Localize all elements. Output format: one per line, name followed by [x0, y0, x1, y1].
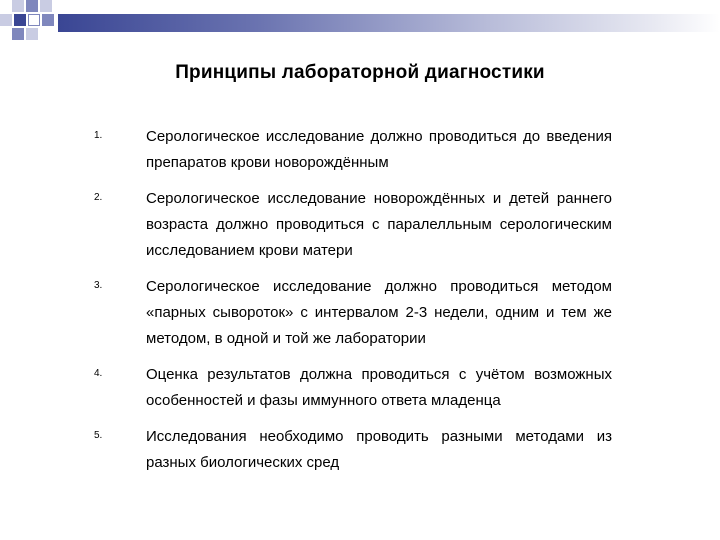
deco-square: [12, 0, 24, 12]
list-item: [0, 274, 720, 352]
deco-square: [42, 14, 54, 26]
list-item: [0, 424, 720, 476]
deco-square: [26, 0, 38, 12]
list-item-text: Оценка результатов должна проводиться с учётом возможных особенностей и фазы иммунного ответа младенца: [146, 366, 612, 409]
deco-square: [40, 0, 52, 12]
list-item: [0, 362, 720, 414]
deco-square: [12, 28, 24, 40]
deco-square: [0, 14, 12, 26]
slide-title: Принципы лабораторной диагностики: [175, 62, 545, 83]
list-item: [0, 124, 720, 176]
header-decoration: [0, 0, 720, 44]
list-item-number: 3.: [94, 280, 103, 291]
list-item-text: Серологическое исследование должно проводиться до введения препаратов крови новорождённым: [146, 128, 612, 171]
list-item-number: 4.: [94, 368, 103, 379]
list-item-number: 1.: [94, 130, 103, 141]
list-item-text: Исследования необходимо проводить разными методами из разных биологических сред: [146, 428, 612, 471]
list-item-number: 5.: [94, 430, 103, 441]
deco-square: [26, 28, 38, 40]
list-item: [0, 186, 720, 264]
list-item-text: Серологическое исследование новорождённых и детей раннего возраста должно проводиться с паралелльным серологическим исследованием крови матери: [146, 190, 612, 259]
deco-square: [14, 14, 26, 26]
deco-square: [28, 14, 40, 26]
list-item-text: Серологическое исследование должно проводиться методом «парных сывороток» с интервалом 2-3 недели, одним и тем же методом, в одной и той же лаборатории: [146, 278, 612, 347]
principles-list: [0, 124, 720, 486]
header-gradient-bar: [58, 14, 720, 32]
list-item-number: 2.: [94, 192, 103, 203]
